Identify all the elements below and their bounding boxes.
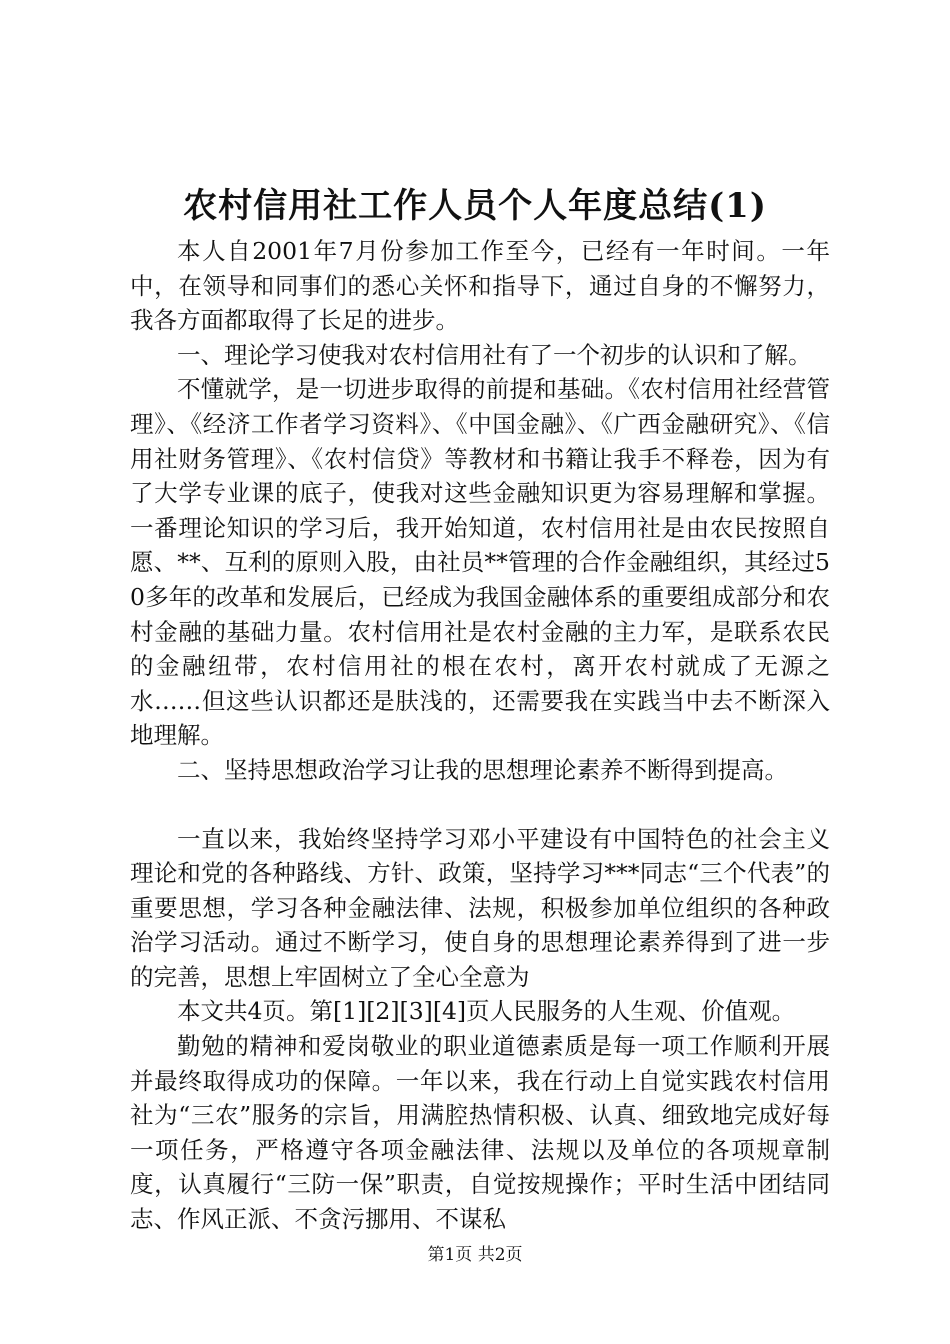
paragraph-work-ethic: 勤勉的精神和爱岗敬业的职业道德素质是每一项工作顺利开展并最终取得成功的保障。一年以来，我在行动上自觉实践农村信用社为“三农”服务的宗旨，用满腔热情积极、认真、细致地完成好每一项任务，严格遵守各项金融法律、法规以及单位的各项规章制度，认真履行“三防一保”职责，自觉按规操作；平时生活中团结同志、作风正派、不贪污挪用、不谋私 xyxy=(130,1032,830,1234)
paragraph-page-note: 本文共4页。第[1][2][3][4]页人民服务的人生观、价值观。 xyxy=(177,997,796,1026)
section-heading-theory: 一、理论学习使我对农村信用社有了一个初步的认识和了解。 xyxy=(177,340,812,369)
section-heading-politics: 二、坚持思想政治学习让我的思想理论素养不断得到提高。 xyxy=(177,755,788,784)
paragraph-theory: 不懂就学，是一切进步取得的前提和基础。《农村信用社经营管理》、《经济工作者学习资料》、《中国金融》、《广西金融研究》、《信用社财务管理》、《农村信贷》等教材和书籍让我手不释卷，因为有了大学专业课的底子，使我对这些金融知识更为容易理解和掌握。一番理论知识的学习后，我开始知道，农村信用社是由农民按照自愿、**、互利的原则入股，由社员**管理的合作金融组织，其经过50多年的改革和发展后，已经成为我国金融体系的重要组成部分和农村金融的基础力量。农村信用社是农村金融的主力军，是联系农民的金融纽带，农村信用社的根在农村，离开农村就成了无源之水……但这些认识都还是肤浅的，还需要我在实践当中去不断深入地理解。 xyxy=(130,375,830,750)
paragraph-politics: 一直以来，我始终坚持学习邓小平建设有中国特色的社会主义理论和党的各种路线、方针、政策，坚持学习***同志“三个代表”的重要思想，学习各种金融法律、法规，积极参加单位组织的各种政治学习活动。通过不断学习，使自身的思想理论素养得到了进一步的完善，思想上牢固树立了全心全意为 xyxy=(130,824,830,991)
document-body xyxy=(130,234,830,1237)
paragraph-intro: 本人自2001年7月份参加工作至今，已经有一年时间。一年中，在领导和同事们的悉心关怀和指导下，通过自身的不懈努力，我各方面都取得了长足的进步。 xyxy=(130,237,830,335)
document-title: 农村信用社工作人员个人年度总结(1) xyxy=(183,186,767,226)
page-footer: 第1页 共2页 xyxy=(427,1245,523,1265)
